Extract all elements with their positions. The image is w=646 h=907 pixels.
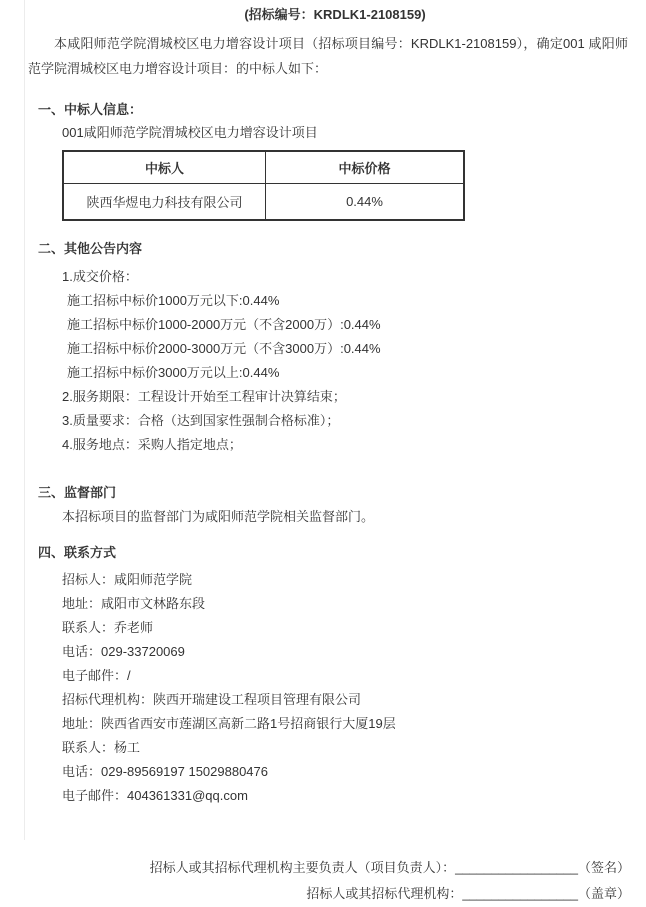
contact-agency-phone: 电话：029-89569197 15029880476 — [62, 764, 269, 779]
other-line-service-location: 4.服务地点：采购人指定地点； — [62, 437, 242, 452]
other-line-service-period: 2.服务期限：工程设计开始至工程审计决算结束； — [62, 389, 346, 404]
signature-line-responsible-person: 招标人或其招标代理机构主要负责人（项目负责人）：_________________（签名） — [149, 860, 630, 875]
award-table-cell-winner: 陕西华煜电力科技有限公司 — [63, 184, 266, 221]
contact-tenderer: 招标人：咸阳师范学院 — [62, 572, 193, 587]
signature-line-agency-seal: 招标人或其招标代理机构：________________（盖章） — [306, 886, 630, 901]
other-line-price-title: 1.成交价格： — [62, 269, 138, 284]
contact-tenderer-address: 地址：咸阳市文林路东段 — [62, 596, 206, 611]
award-table — [62, 150, 465, 221]
contact-tenderer-email: 电子邮件：/ — [62, 668, 131, 683]
award-table-cell-price: 0.44% — [266, 184, 465, 221]
award-table-header-winner: 中标人 — [63, 151, 266, 184]
other-line-quality-requirement: 3.质量要求：合格（达到国家性强制合格标准）； — [62, 413, 340, 428]
other-line-rate-1000-2000: 施工招标中标价1000-2000万元（不含2000万）:0.44% — [67, 317, 381, 332]
doc-title-bid-number: (招标编号：KRDLK1-2108159) — [244, 7, 426, 22]
other-line-rate-over-3000: 施工招标中标价3000万元以上:0.44% — [67, 365, 280, 380]
section-heading-supervision: 三、监督部门 — [38, 485, 117, 500]
other-content-lines — [62, 265, 646, 457]
signature-footer — [24, 855, 646, 907]
section-heading-contact: 四、联系方式 — [38, 545, 117, 560]
intro-paragraph: 本咸阳师范学院渭城校区电力增容设计项目（招标项目编号：KRDLK1-2108159），确定001 咸阳师范学院渭城校区电力增容设计项目：的中标人如下： — [28, 36, 628, 76]
award-table-header-price: 中标价格 — [266, 151, 465, 184]
contact-agency: 招标代理机构：陕西开瑞建设工程项目管理有限公司 — [62, 692, 362, 707]
contact-lines — [62, 568, 646, 808]
contact-agency-address: 地址：陕西省西安市莲湖区高新二路1号招商银行大厦19层 — [62, 716, 396, 731]
contact-agency-person: 联系人：杨工 — [62, 740, 141, 755]
contact-agency-email: 电子邮件：404361331@qq.com — [62, 788, 248, 803]
award-table-header-row — [63, 151, 464, 184]
other-line-rate-2000-3000: 施工招标中标价2000-3000万元（不含3000万）:0.44% — [67, 341, 381, 356]
contact-tenderer-person: 联系人：乔老师 — [62, 620, 154, 635]
section-heading-other-content: 二、其他公告内容 — [38, 241, 143, 256]
contact-tenderer-phone: 电话：029-33720069 — [62, 644, 185, 659]
section-heading-winner-info: 一、中标人信息： — [38, 102, 143, 117]
other-line-rate-under-1000: 施工招标中标价1000万元以下:0.44% — [67, 293, 280, 308]
project-name-line: 001咸阳师范学院渭城校区电力增容设计项目 — [62, 125, 318, 140]
supervision-body: 本招标项目的监督部门为咸阳师范学院相关监督部门。 — [62, 509, 375, 524]
award-table-row — [63, 184, 464, 221]
document-content — [24, 0, 646, 907]
